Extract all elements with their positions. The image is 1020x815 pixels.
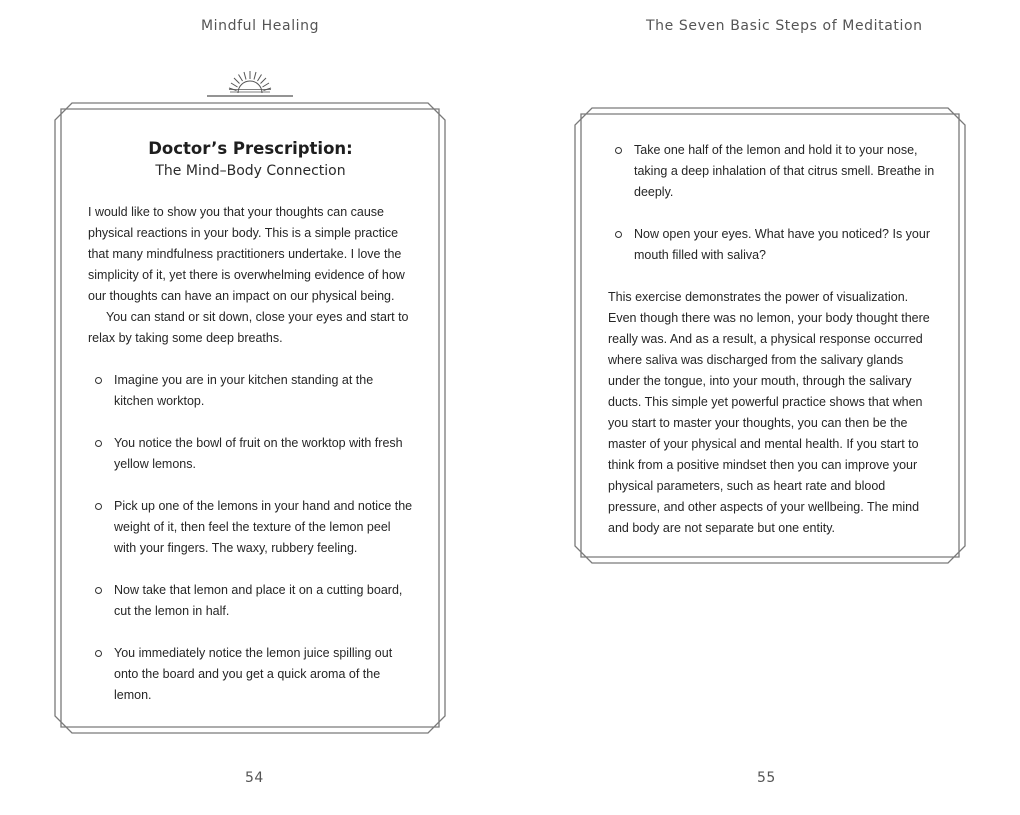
section-title: Doctor’s Prescription: xyxy=(148,139,353,158)
list-item: Take one half of the lemon and hold it to your nose, taking a deep inhalation of that citrus smell. Breathe in deeply. xyxy=(608,140,938,203)
bullet-icon xyxy=(95,503,102,510)
page-number-left: 54 xyxy=(245,770,264,786)
bullet-icon xyxy=(615,147,622,154)
running-head-left: Mindful Healing xyxy=(201,18,320,34)
list-item: You notice the bowl of fruit on the worktop with fresh yellow lemons. xyxy=(88,433,413,475)
list-item: Pick up one of the lemons in your hand and notice the weight of it, then feel the texture of the lemon peel with your fingers. The waxy, rubbery feeling. xyxy=(88,496,413,559)
bullet-icon xyxy=(95,377,102,384)
section-subtitle: The Mind–Body Connection xyxy=(155,163,346,179)
bullet-icon xyxy=(95,650,102,657)
right-bullet-list xyxy=(608,140,938,266)
list-item: Imagine you are in your kitchen standing at the kitchen worktop. xyxy=(88,370,413,412)
rising-sun-icon xyxy=(205,66,295,100)
bullet-icon xyxy=(615,231,622,238)
list-item: Now take that lemon and place it on a cutting board, cut the lemon in half. xyxy=(88,580,413,622)
page-number-right: 55 xyxy=(757,770,776,786)
left-page-content xyxy=(88,138,413,706)
right-page-content xyxy=(608,119,938,539)
list-item: Now open your eyes. What have you noticed? Is your mouth filled with saliva? xyxy=(608,224,938,266)
intro-paragraph: I would like to show you that your thoughts can cause physical reactions in your body. This is a simple practice that many mindfulness practitioners undertake. I love the simplicity of it, yet there is overwhelming evidence of how our thoughts can have an impact on our physical being. xyxy=(88,205,405,303)
running-head-right: The Seven Basic Steps of Meditation xyxy=(646,18,923,34)
bullet-icon xyxy=(95,587,102,594)
intro-paragraph-2: You can stand or sit down, close your eyes and start to relax by taking some deep breaths. xyxy=(88,310,409,345)
left-bullet-list xyxy=(88,370,413,706)
body-paragraph: This exercise demonstrates the power of visualization. Even though there was no lemon, your body thought there really was. And as a result, a physical response occurred where saliva was discharged from the salivary glands under the tongue, into your mouth, through the salivary ducts. This simple yet powerful practice shows that when you start to master your thoughts, you can then be the master of your physical and mental health. If you start to think from a positive mindset then you can improve your physical parameters, such as heart rate and blood pressure, and other aspects of your wellbeing. The mind and body are not separate but one entity. xyxy=(608,290,930,535)
bullet-icon xyxy=(95,440,102,447)
list-item: You immediately notice the lemon juice spilling out onto the board and you get a quick aroma of the lemon. xyxy=(88,643,413,706)
